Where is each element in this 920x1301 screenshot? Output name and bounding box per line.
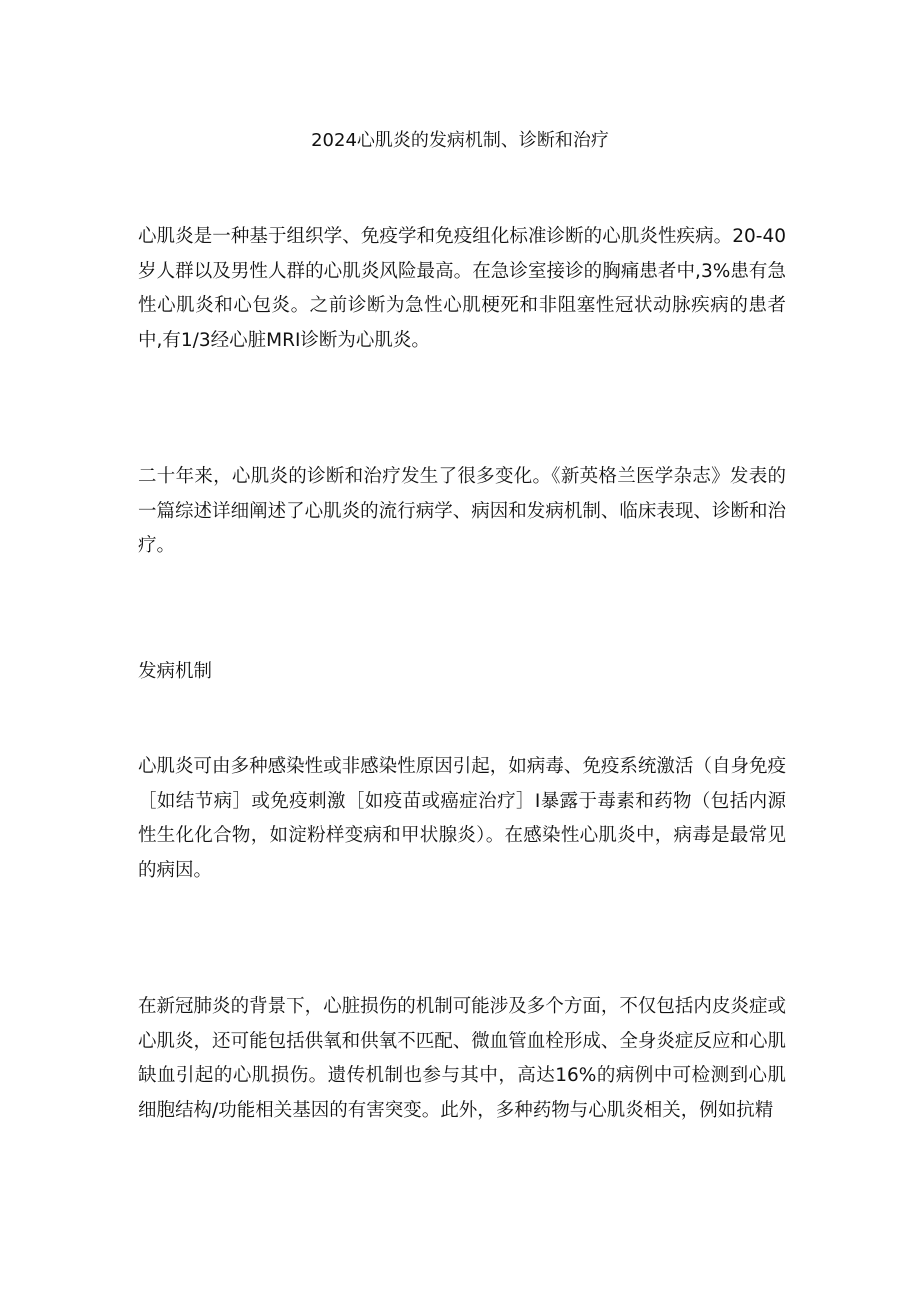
document-title: 2024心肌炎的发病机制、诊断和治疗 xyxy=(311,130,609,151)
paragraph-causes: 心肌炎可由多种感染性或非感染性原因引起，如病毒、免疫系统激活（自身免疫［如结节病］或免疫刺激［如疫苗或癌症治疗］I暴露于毒素和药物（包括内源性生化化合物，如淀粉样变病和甲状腺炎）。在感染性心肌炎中，病毒是最常见的病因。 xyxy=(138,756,786,881)
section-heading-pathogenesis: 发病机制 xyxy=(138,661,213,682)
paragraph-covid-mechanisms: 在新冠肺炎的背景下，心脏损伤的机制可能涉及多个方面，不仅包括内皮炎症或心肌炎，还可能包括供氧和供氧不匹配、微血管血栓形成、全身炎症反应和心肌缺血引起的心肌损伤。遗传机制也参与其中，高达16%的病例中可检测到心肌细胞结构/功能相关基因的有害突变。此外，多种药物与心肌炎相关，例如抗精 xyxy=(138,996,786,1121)
paragraph-intro: 心肌炎是一种基于组织学、免疫学和免疫组化标准诊断的心肌炎性疾病。20-40岁人群以及男性人群的心肌炎风险最高。在急诊室接诊的胸痛患者中,3%患有急性心肌炎和心包炎。之前诊断为急性心肌梗死和非阻塞性冠状动脉疾病的患者中,有1/3经心脏MRI诊断为心肌炎。 xyxy=(138,226,786,351)
paragraph-overview: 二十年来，心肌炎的诊断和治疗发生了很多变化。《新英格兰医学杂志》发表的一篇综述详细阐述了心肌炎的流行病学、病因和发病机制、临床表现、诊断和治疗。 xyxy=(138,466,786,556)
